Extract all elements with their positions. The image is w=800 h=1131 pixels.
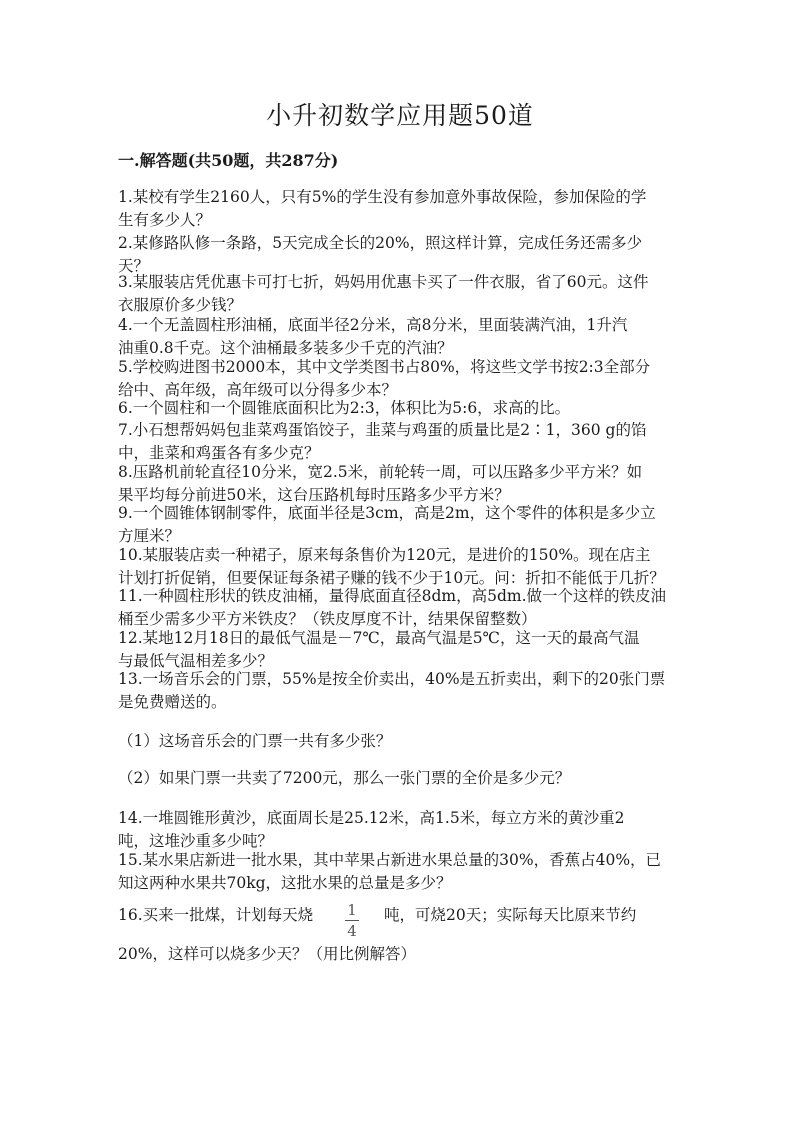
question-line: 6.一个圆柱和一个圆锥底面积比为2:3，体积比为5:6，求高的比。 [118, 399, 571, 417]
question-10 [118, 544, 688, 590]
question-line: 7.小石想帮妈妈包韭菜鸡蛋馅饺子，韭菜与鸡蛋的质量比是2∶1，360 g的馅 [118, 421, 647, 439]
question-9 [118, 502, 688, 548]
question-line: 生有多少人？ [118, 211, 212, 229]
question-12 [118, 627, 688, 673]
question-5 [118, 356, 688, 402]
fraction [345, 902, 359, 939]
question-8 [118, 461, 688, 507]
question-line: 果平均每分前进50米，这台压路机每时压路多少平方米？ [118, 486, 510, 504]
question-line: 9.一个圆锥体钢制零件，底面半径是3cm，高是2m，这个零件的体积是多少立 [118, 504, 656, 522]
question-line: 5.学校购进图书2000本，其中文学类图书占80%，将这些文学书按2:3全部分 [118, 358, 651, 376]
question-4 [118, 314, 688, 360]
question-16-line2: 20%，这样可以烧多少天？（用比例解答） [118, 945, 416, 963]
section-heading: 一.解答题(共50题，共287分) [118, 151, 339, 170]
sub-question-13-2: （2）如果门票一共卖了7200元，那么一张门票的全价是多少元？ [118, 769, 571, 787]
question-15 [118, 849, 688, 895]
question-1 [118, 186, 688, 232]
fraction-bar [345, 920, 359, 921]
question-line: 方厘米？ [118, 527, 181, 545]
question-line: 是免费赠送的。 [118, 693, 227, 711]
question-line: 1.某校有学生2160人，只有5%的学生没有参加意外事故保险，参加保险的学 [118, 188, 647, 206]
question-7 [118, 419, 688, 465]
question-line: 油重0.8千克。这个油桶最多装多少千克的汽油？ [118, 339, 453, 357]
question-line: 给中、高年级，高年级可以分得多少本？ [118, 381, 398, 399]
question-line: 13.一场音乐会的门票，55%是按全价卖出，40%是五折卖出，剩下的20张门票 [118, 670, 666, 688]
question-line: 吨，这堆沙重多少吨？ [118, 832, 274, 850]
question-11 [118, 585, 688, 631]
question-line: 天？ [118, 257, 150, 275]
question-line: 15.某水果店新进一批水果，其中苹果占新进水果总量的30%，香蕉占40%，已 [118, 851, 662, 869]
question-line: 11.一种圆柱形状的铁皮油桶，量得底面直径8dm，高5dm.做一个这样的铁皮油 [118, 587, 667, 605]
question-line: 8.压路机前轮直径10分米，宽2.5米，前轮转一周，可以压路多少平方米？如 [118, 463, 643, 481]
question-line: 4.一个无盖圆柱形油桶，底面半径2分米，高8分米，里面装满汽油，1升汽 [118, 316, 628, 334]
question-14 [118, 807, 688, 853]
question-6 [118, 397, 688, 420]
question-line: 14.一堆圆锥形黄沙，底面周长是25.12米，高1.5米，每立方米的黄沙重2 [118, 809, 625, 827]
question-line: 12.某地12月18日的最低气温是－7℃，最高气温是5℃，这一天的最高气温 [118, 629, 640, 647]
question-line: 2.某修路队修一条路，5天完成全长的20%，照这样计算，完成任务还需多少 [118, 234, 643, 252]
question-16-part2: 吨，可烧20天；实际每天比原来节约 [384, 906, 637, 924]
question-line: 计划打折促销，但要保证每条裙子赚的钱不少于10元。问：折扣不能低于几折？ [118, 569, 665, 587]
question-line: 3.某服装店凭优惠卡可打七折，妈妈用优惠卡买了一件衣服，省了60元。这件 [118, 273, 649, 291]
question-3 [118, 271, 688, 317]
page-title: 小升初数学应用题50道 [266, 101, 534, 130]
question-13 [118, 668, 688, 714]
fraction-denominator: 4 [347, 922, 357, 940]
fraction-numerator: 1 [347, 901, 357, 919]
sub-question-13-1: （1）这场音乐会的门票一共有多少张？ [118, 732, 392, 750]
question-line: 衣服原价多少钱？ [118, 296, 243, 314]
question-line: 知这两种水果共70kg，这批水果的总量是多少？ [118, 874, 452, 892]
question-line: 与最低气温相差多少？ [118, 652, 274, 670]
question-line: 10.某服装店卖一种裙子，原来每条售价为120元，是进价的150%。现在店主 [118, 546, 651, 564]
question-line: 中，韭菜和鸡蛋各有多少克？ [118, 444, 320, 462]
question-16-part1: 16.买来一批煤，计划每天烧 [118, 906, 314, 924]
question-line: 桶至少需多少平方米铁皮？（铁皮厚度不计，结果保留整数） [118, 610, 537, 628]
